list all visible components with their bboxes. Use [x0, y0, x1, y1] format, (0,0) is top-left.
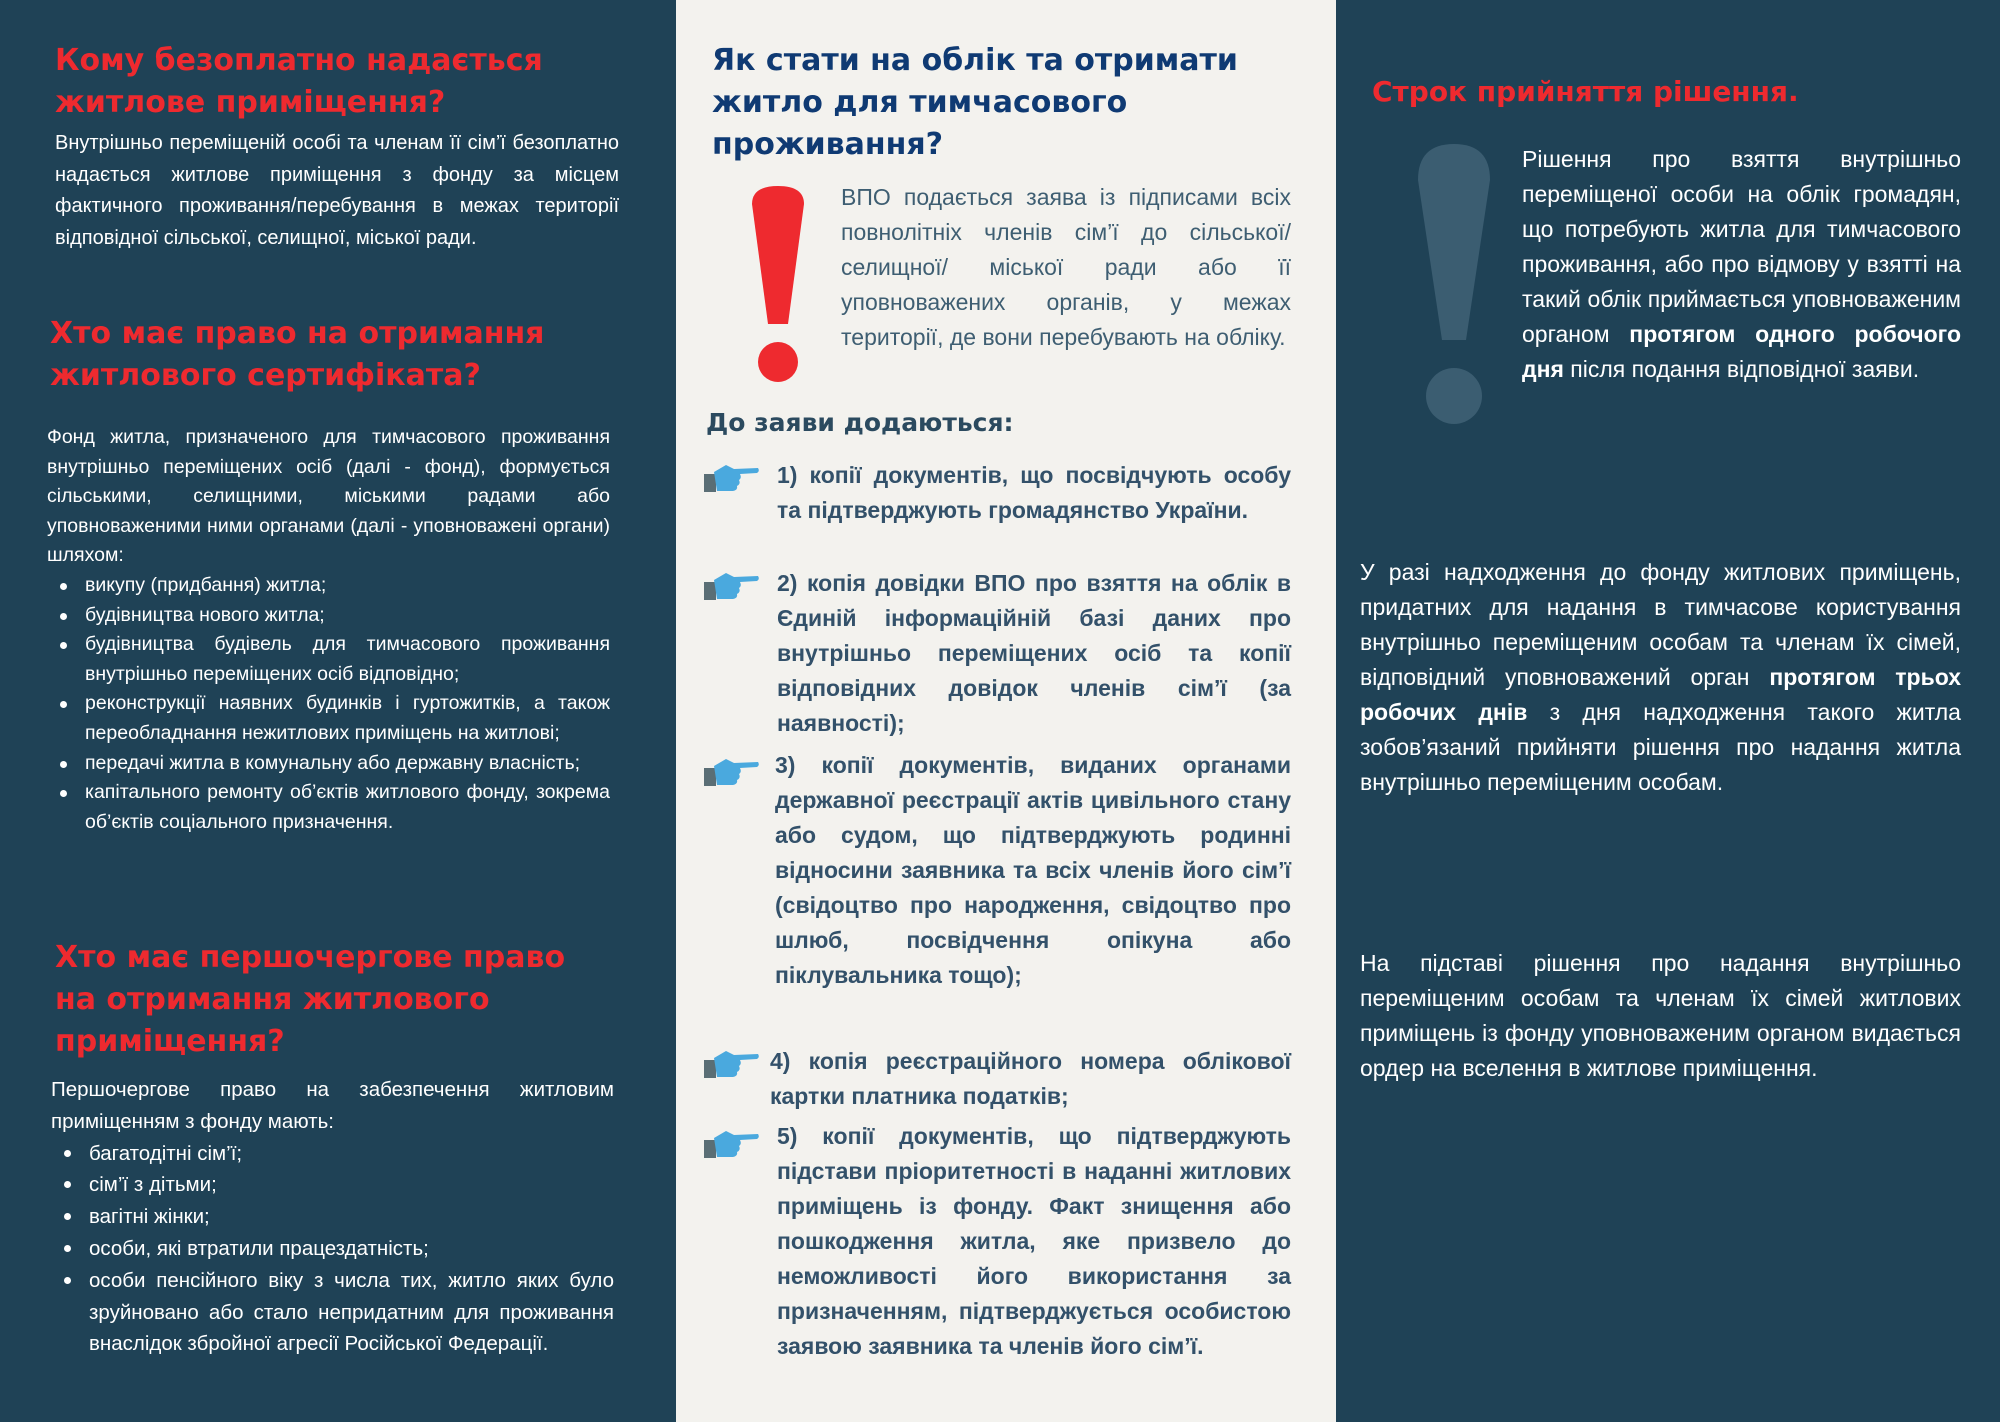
exclamation-icon: [746, 182, 810, 384]
list-item: капітального ремонту об’єктів житлового фонду, зокрема об’єктів соціального призначення.: [47, 778, 610, 837]
provision-text-part: У разі надходження до фонду житлових приміщень, придатних для надання в тимчасове користування внутрішньо переміщеним особам та членам їх сімей, відповідний уповноважений орган: [1360, 559, 1961, 690]
provision-text-part: з дня надходження такого житла зобов’язаний прийняти рішення про надання житла внутрішньо переміщеним особам.: [1360, 699, 1961, 795]
list-item: особи, які втратили працездатність;: [51, 1233, 614, 1265]
attachment-item-4: 4) копія реєстраційного номера облікової картки платника податків;: [770, 1048, 1291, 1109]
text-settlement-warrant: На підставі рішення про надання внутрішньо переміщеним особам та членам їх сімей житлових приміщень із фонду уповноваженим органом видається ордер на вселення в житлове приміщення.: [1360, 950, 1961, 1081]
heading-housing-certificate: Хто має право на отримання житлового сертифіката?: [50, 316, 545, 393]
pointing-hand-icon: [704, 754, 760, 788]
text-housing-provision: [1360, 555, 1961, 800]
heading-priority-right: Хто має першочергове право на отримання житлового приміщення?: [55, 940, 566, 1059]
attachment-item-3: 3) копії документів, виданих органами державної реєстрації актів цивільного стану або судом, що підтверджують родинні відносини заявника та всіх членів його сім’ї (свідоцтво про народження, свідоцтво про шлюб, посвідчення опікуна або піклувальника тощо);: [775, 752, 1291, 988]
list-item: викупу (придбання) житла;: [47, 571, 610, 601]
list-item: будівництва будівель для тимчасового проживання внутрішньо переміщених осіб відповідно;: [47, 630, 610, 689]
text-housing-fund: [47, 423, 610, 837]
list-item: особи пенсійного віку з числа тих, житло яких було зруйновано або стало непридатним для проживання внаслідок збройної агресії Російської Федерації.: [51, 1265, 614, 1360]
right-panel: [1336, 0, 2000, 1422]
attachment-item-1: 1) копії документів, що посвідчують особу та підтверджують громадянство України.: [777, 462, 1291, 523]
list-item: багатодітні сім’ї;: [51, 1138, 614, 1170]
priority-intro: Першочергове право на забезпечення житловим приміщенням з фонду мають:: [51, 1078, 614, 1133]
priority-groups-list: [51, 1138, 614, 1361]
text-application-intro: ВПО подається заява із підписами всіх повнолітніх членів сім’ї до сільської/селищної/ міської ради або її уповноважених органів, у межах території, де вони перебувають на обліку.: [841, 184, 1291, 350]
attachment-item-2: 2) копія довідки ВПО про взяття на облік в Єдиній інформаційній базі даних про внутрішньо переміщених осіб та копії відповідних довідок членів сім’ї (за наявності);: [777, 570, 1291, 736]
heading-decision-term: Строк прийняття рішення.: [1372, 75, 1799, 108]
list-item: будівництва нового житла;: [47, 601, 610, 631]
decision-text-part: Рішення про взяття внутрішньо переміщеної особи на облік громадян, що потребують житла для тимчасового проживання, або про відмову у взятті на такий облік приймається уповноваженим органом: [1522, 146, 1961, 347]
text-free-housing: Внутрішньо переміщеній особі та членам її сім’ї безоплатно надається житлове приміщення з фонду за місцем фактичного проживання/перебування в межах території відповідної сільської, селищної, міської ради.: [55, 132, 619, 249]
heading-how-to-register: Як стати на облік та отримати житло для тимчасового проживання?: [712, 43, 1238, 162]
attachment-item-5: 5) копії документів, що підтверджують підстави пріоритетності в наданні житлових приміщень із фонду. Факт знищення або пошкодження житла, яке призвело до неможливості його використання за призначенням, підтверджується особистою заявою заявника та членів його сім’ї.: [777, 1123, 1291, 1359]
housing-fund-intro: Фонд житла, призначеного для тимчасового проживання внутрішньо переміщених осіб (далі - фонд), формується сільськими, селищними, міськими радами або уповноваженими ними органами (далі - уповноважені органи) шляхом:: [47, 426, 610, 567]
provision-deadline-bold: протягом трьох робочих днів: [1360, 664, 1961, 725]
list-item: вагітні жінки;: [51, 1201, 614, 1233]
text-priority-right: [51, 1074, 614, 1360]
left-panel: [0, 0, 676, 1422]
list-item: передачі житла в комунальну або державну власність;: [47, 749, 610, 779]
exclamation-icon: [1416, 142, 1492, 427]
decision-text-part: після подання відповідної заяви.: [1563, 356, 1920, 382]
middle-panel: [676, 0, 1336, 1422]
pointing-hand-icon: [704, 1046, 760, 1080]
text-decision-registration: [1522, 142, 1961, 387]
heading-attachments: До заяви додаються:: [706, 408, 1014, 437]
list-item: реконструкції наявних будинків і гуртожитків, а також переобладнання нежитлових приміщень на житлові;: [47, 689, 610, 748]
heading-free-housing: Кому безоплатно надається житлове приміщення?: [55, 43, 543, 120]
list-item: сім’ї з дітьми;: [51, 1169, 614, 1201]
decision-deadline-bold: протягом одного робочого дня: [1522, 321, 1961, 382]
housing-fund-methods-list: [47, 571, 610, 837]
pointing-hand-icon: [704, 460, 760, 494]
pointing-hand-icon: [704, 1126, 760, 1160]
pointing-hand-icon: [704, 568, 760, 602]
